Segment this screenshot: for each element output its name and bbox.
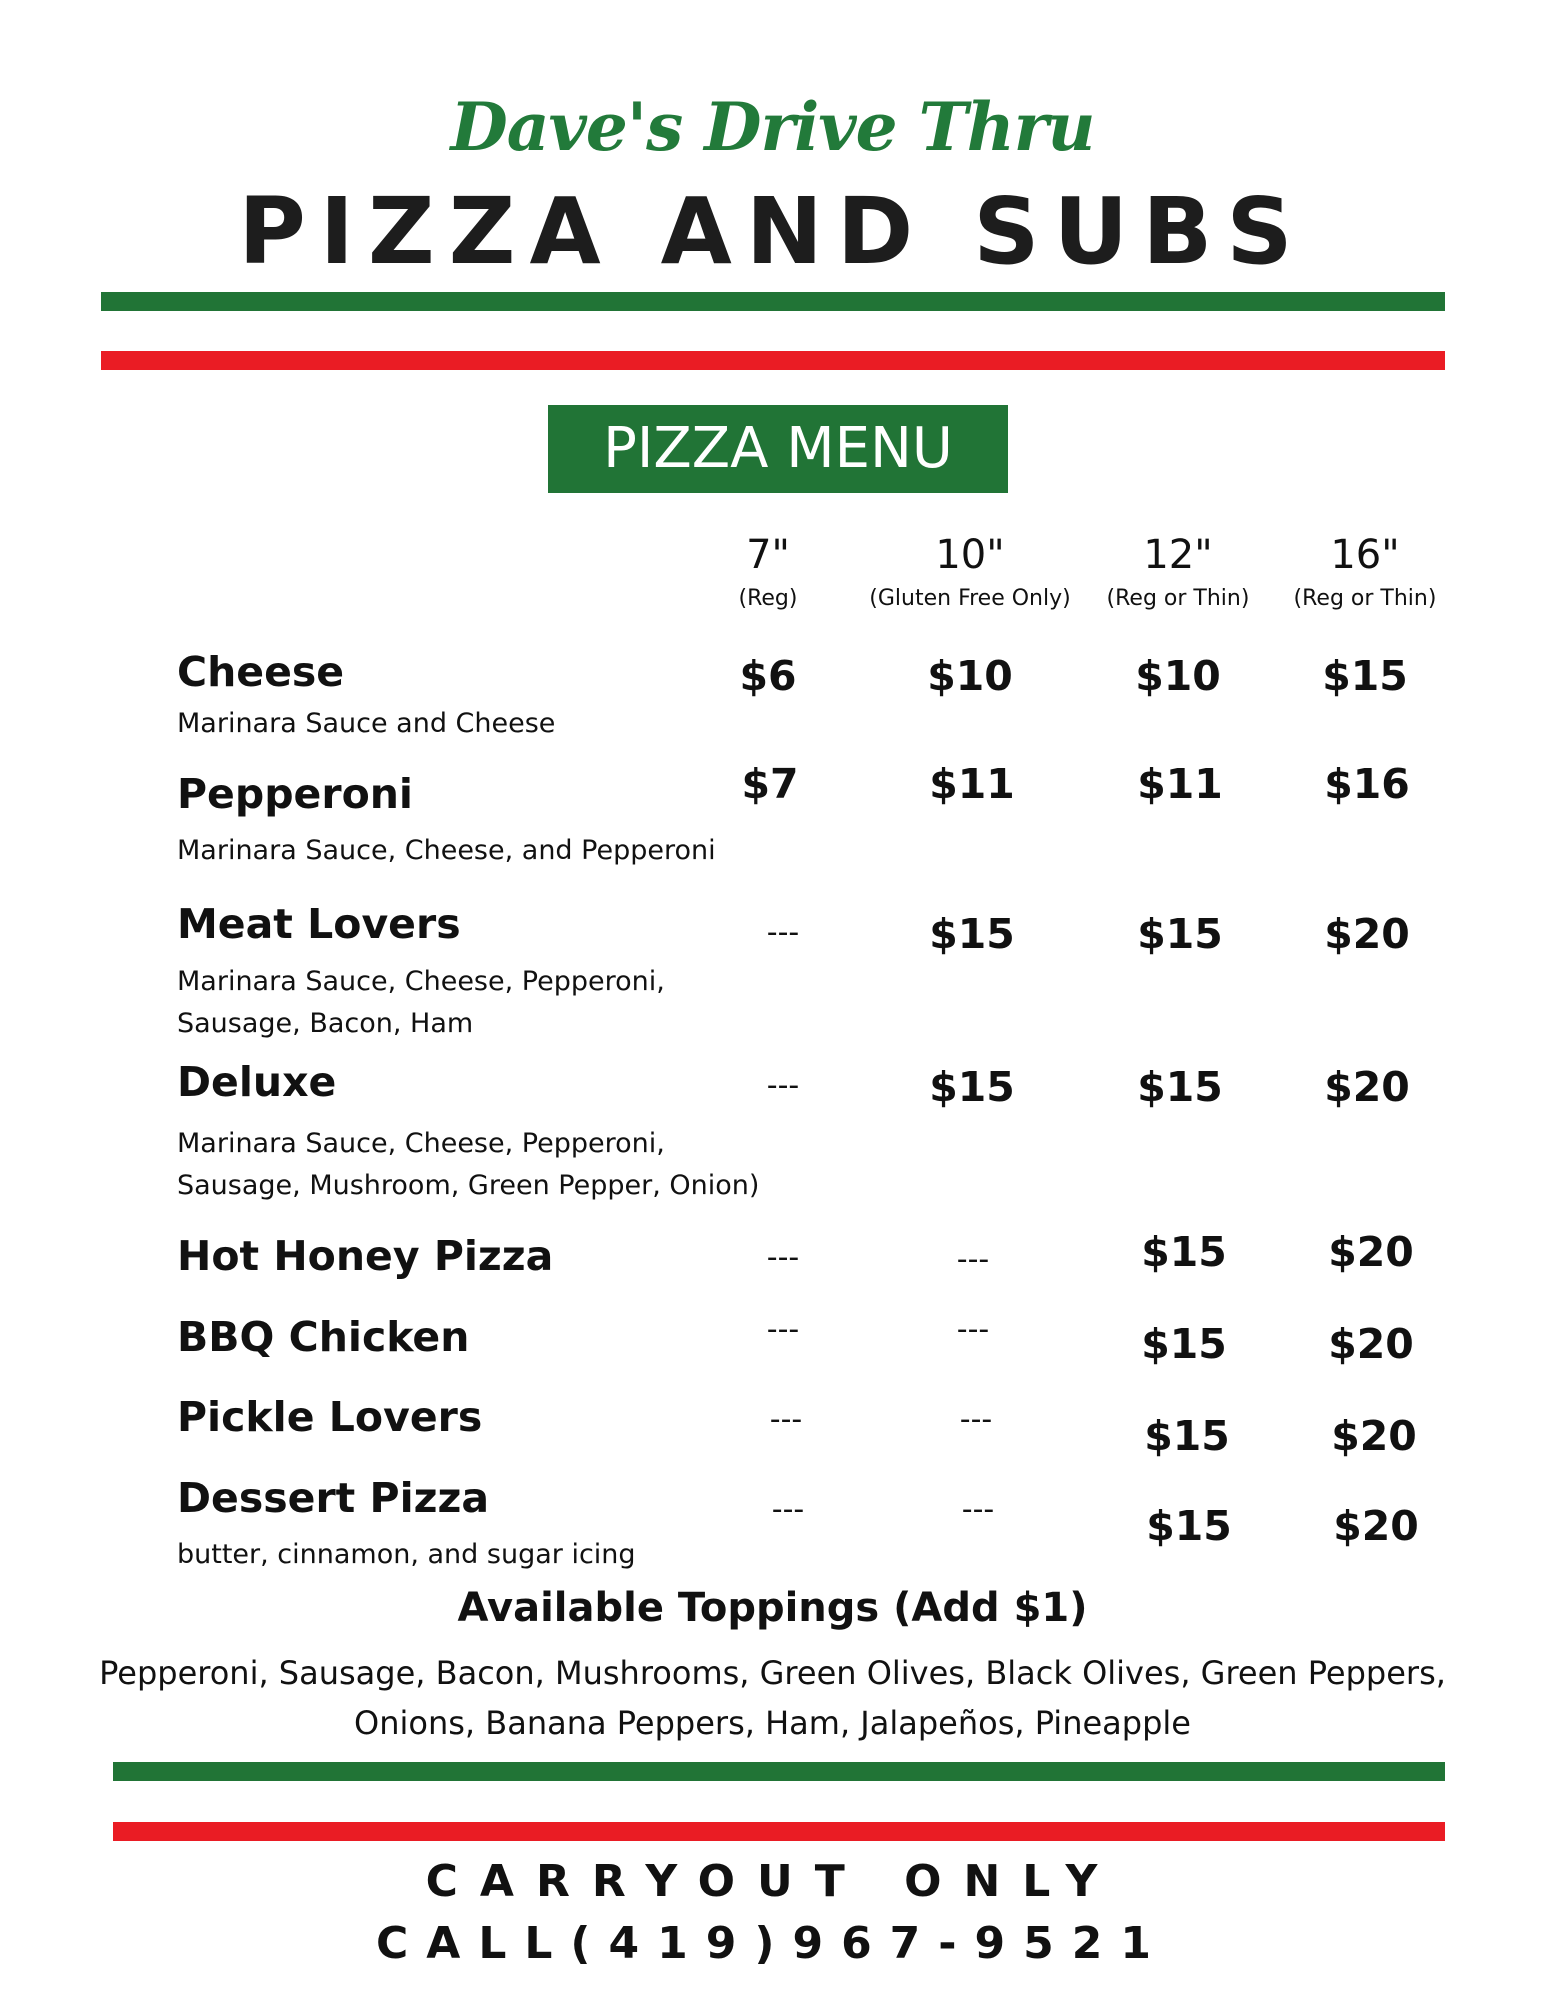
price-bbq-chicken-12: $15 (1141, 1320, 1227, 1368)
pizza-name-meat-lovers: Meat Lovers (177, 900, 461, 948)
price-pepperoni-12: $11 (1137, 760, 1223, 808)
price-dessert-12: $15 (1146, 1502, 1232, 1550)
price-bbq-chicken-16: $20 (1328, 1320, 1414, 1368)
pizza-name-pickle-lovers: Pickle Lovers (177, 1393, 483, 1441)
pizza-name-pepperoni: Pepperoni (177, 770, 413, 818)
size-label: 7" (746, 532, 790, 578)
bottom-red-stripe (113, 1822, 1445, 1841)
price-pickle-lovers-16: $20 (1331, 1412, 1417, 1460)
pizza-name-hot-honey: Hot Honey Pizza (177, 1232, 554, 1280)
size-label: 10" (935, 532, 1005, 578)
pizza-name-dessert: Dessert Pizza (177, 1474, 490, 1522)
price-hot-honey-12: $15 (1141, 1228, 1227, 1276)
pizza-desc-deluxe-2: Sausage, Mushroom, Green Pepper, Onion) (177, 1170, 760, 1201)
price-pepperoni-7: $7 (741, 760, 799, 808)
phone-number: CALL(419)967-9521 (375, 1918, 1170, 1969)
price-pickle-lovers-7: --- (769, 1402, 803, 1437)
price-hot-honey-10: --- (956, 1242, 990, 1277)
price-hot-honey-16: $20 (1328, 1228, 1414, 1276)
price-dessert-16: $20 (1333, 1502, 1419, 1550)
price-dessert-10: --- (961, 1492, 995, 1527)
price-bbq-chicken-7: --- (766, 1312, 800, 1347)
pizza-desc-meat-lovers-1: Marinara Sauce, Cheese, Pepperoni, (177, 966, 665, 997)
price-meat-lovers-16: $20 (1324, 910, 1410, 958)
pizza-desc-cheese: Marinara Sauce and Cheese (177, 708, 556, 739)
top-green-stripe (101, 292, 1445, 311)
size-label: 16" (1330, 532, 1400, 578)
bottom-green-stripe (113, 1762, 1445, 1781)
price-cheese-7: $6 (739, 652, 797, 700)
price-meat-lovers-12: $15 (1137, 910, 1223, 958)
carryout-notice: CARRYOUT ONLY (425, 1856, 1120, 1907)
size-note: (Reg or Thin) (1106, 586, 1250, 611)
price-hot-honey-7: --- (766, 1240, 800, 1275)
size-note: (Reg or Thin) (1293, 586, 1437, 611)
price-meat-lovers-7: --- (766, 915, 800, 950)
pizza-desc-meat-lovers-2: Sausage, Bacon, Ham (177, 1008, 474, 1039)
size-header-16 (1245, 532, 1485, 614)
top-red-stripe (101, 351, 1445, 370)
size-header-10 (850, 532, 1090, 614)
pizza-desc-deluxe-1: Marinara Sauce, Cheese, Pepperoni, (177, 1128, 665, 1159)
price-cheese-10: $10 (927, 652, 1013, 700)
price-bbq-chicken-10: --- (956, 1312, 990, 1347)
price-dessert-7: --- (771, 1492, 805, 1527)
pizza-name-cheese: Cheese (177, 648, 345, 696)
price-pickle-lovers-12: $15 (1144, 1412, 1230, 1460)
price-cheese-12: $10 (1135, 652, 1221, 700)
price-pepperoni-16: $16 (1324, 760, 1410, 808)
pizza-desc-pepperoni: Marinara Sauce, Cheese, and Pepperoni (177, 835, 716, 866)
page-title: PIZZA AND SUBS (238, 178, 1307, 285)
price-pickle-lovers-10: --- (959, 1402, 993, 1437)
script-logo-title: Dave's Drive Thru (450, 88, 1095, 166)
price-meat-lovers-10: $15 (929, 910, 1015, 958)
price-pepperoni-10: $11 (929, 760, 1015, 808)
size-note: (Reg) (738, 586, 798, 611)
size-label: 12" (1143, 532, 1213, 578)
price-cheese-16: $15 (1322, 652, 1408, 700)
price-deluxe-12: $15 (1137, 1063, 1223, 1111)
menu-banner: PIZZA MENU (548, 405, 1008, 493)
pizza-name-deluxe: Deluxe (177, 1058, 337, 1106)
toppings-list: Pepperoni, Sausage, Bacon, Mushrooms, Green Olives, Black Olives, Green Peppers, Onions, Banana Peppers, Ham, Jalapeños, Pineapple (99, 1654, 1446, 1742)
price-deluxe-10: $15 (929, 1063, 1015, 1111)
size-note: (Gluten Free Only) (869, 586, 1071, 611)
toppings-title: Available Toppings (Add $1) (457, 1585, 1088, 1631)
pizza-desc-dessert: butter, cinnamon, and sugar icing (177, 1539, 636, 1570)
price-deluxe-7: --- (766, 1068, 800, 1103)
pizza-name-bbq-chicken: BBQ Chicken (177, 1313, 470, 1361)
price-deluxe-16: $20 (1324, 1063, 1410, 1111)
